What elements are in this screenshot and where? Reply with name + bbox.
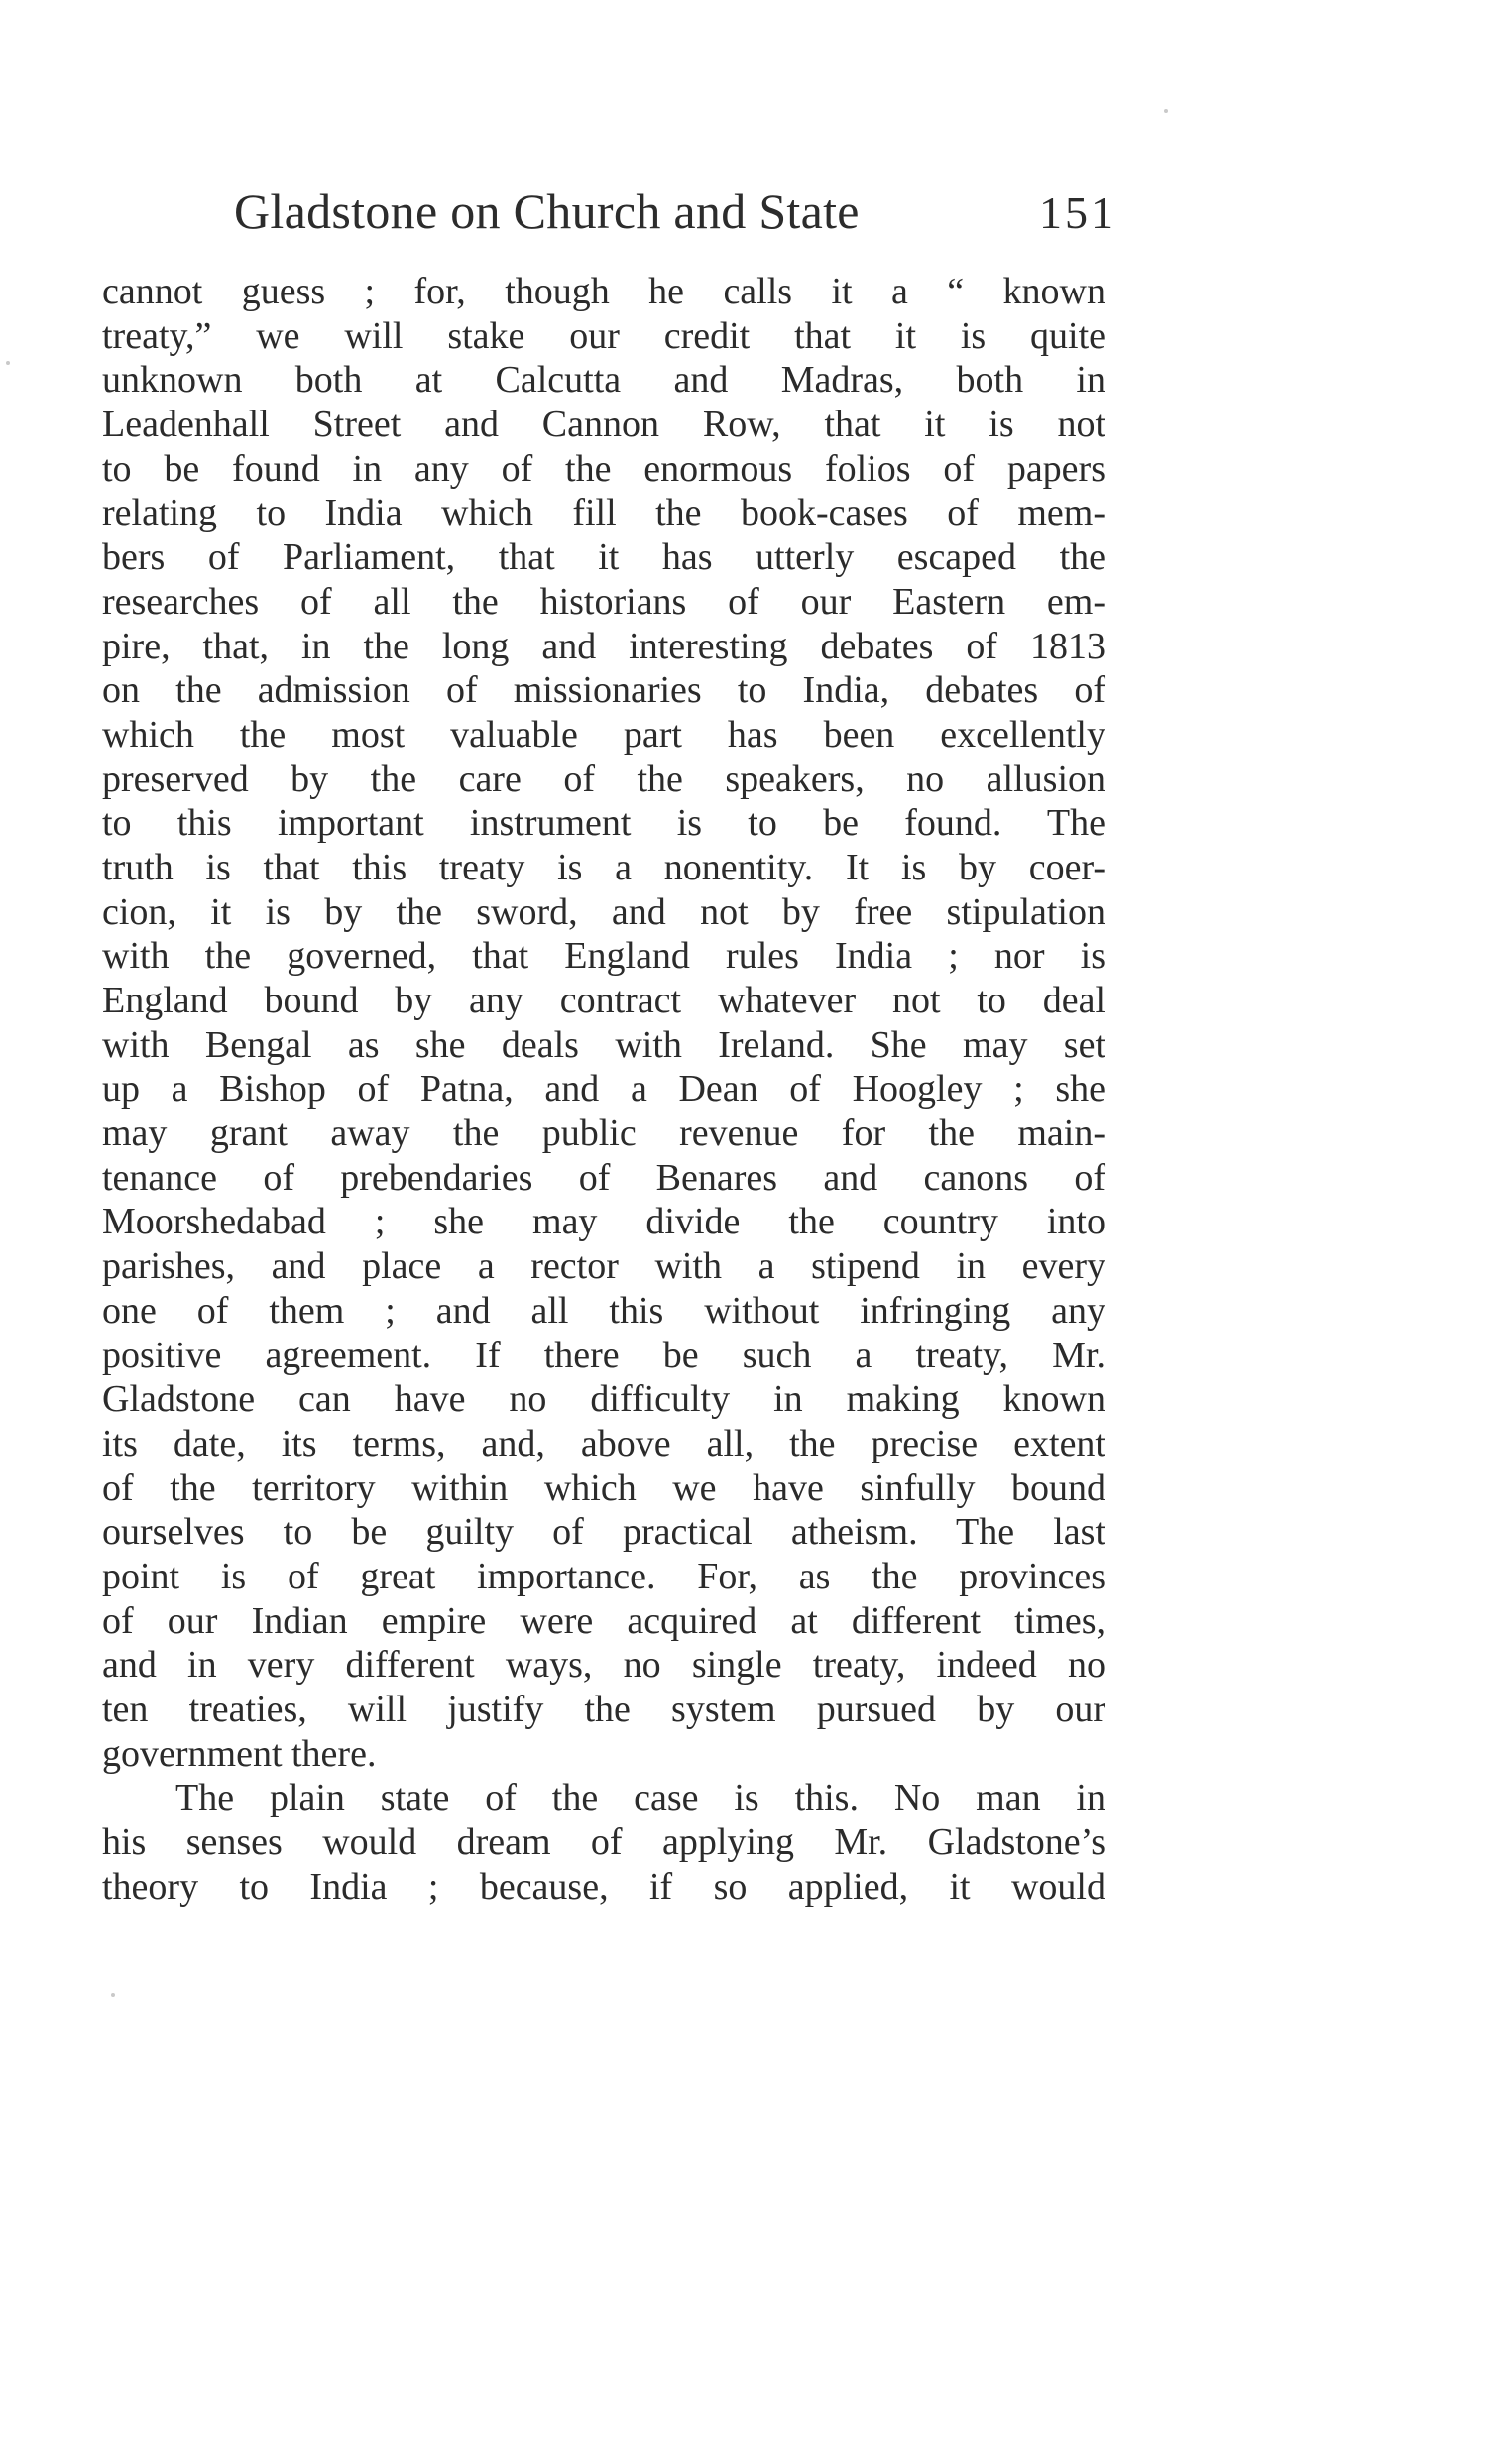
paper-speck [6,361,10,365]
text-line: cannot guess ; for, though he calls it a “ known [102,271,1105,312]
text-line: point is of great importance. For, as the provinces [102,1555,1105,1597]
text-line: with the governed, that England rules India ; nor is [102,935,1105,978]
body-text [102,270,1105,1909]
text-line: tenance of prebendaries of Benares and canons of [102,1156,1105,1199]
text-line: may grant away the public revenue for the main- [102,1112,1105,1155]
text-line: with Bengal as she deals with Ireland. She may set [102,1023,1105,1066]
text-line: parishes, and place a rector with a stipend in every [102,1245,1105,1288]
running-head [234,176,1116,246]
text-line: ourselves to be guilty of practical atheism. The last [102,1511,1105,1554]
text-line: ten treaties, will justify the system pursued by our [102,1689,1105,1730]
paper-speck [111,1993,115,1997]
running-title: Gladstone on Church and State [234,183,860,239]
text-line: bers of Parliament, that it has utterly escaped the [102,536,1105,579]
paragraph-end-line: government there. [102,1732,377,1775]
text-line: unknown both at Calcutta and Madras, both in [102,359,1105,402]
text-line: Gladstone can have no difficulty in making known [102,1378,1105,1421]
paragraph-start-line: The plain state of the case is this. No man in [175,1777,1105,1819]
text-line: on the admission of missionaries to India, debates of [102,669,1105,712]
text-line: of the territory within which we have sinfully bound [102,1466,1105,1509]
text-line: Leadenhall Street and Cannon Row, that it is not [102,404,1105,446]
text-line: treaty,” we will stake our credit that it is quite [102,314,1105,357]
text-line: and in very different ways, no single treaty, indeed no [102,1644,1105,1687]
text-line: truth is that this treaty is a nonentity. It is by coer- [102,846,1105,888]
text-line: positive agreement. If there be such a treaty, Mr. [102,1334,1105,1376]
text-line: his senses would dream of applying Mr. Gladstone’s [102,1821,1105,1864]
text-line: one of them ; and all this without infringing any [102,1289,1105,1332]
text-line: cion, it is by the sword, and not by free stipulation [102,890,1105,933]
text-line: to this important instrument is to be found. The [102,802,1105,845]
text-line: theory to India ; because, if so applied, it would [102,1865,1105,1908]
page-number: 151 [1039,187,1116,238]
text-line: England bound by any contract whatever not to deal [102,980,1105,1021]
text-line: pire, that, in the long and interesting debates of 1813 [102,625,1105,667]
text-line: Moorshedabad ; she may divide the country into [102,1201,1105,1243]
text-line: up a Bishop of Patna, and a Dean of Hoogley ; she [102,1068,1105,1111]
text-line: which the most valuable part has been excellently [102,713,1105,756]
text-line: preserved by the care of the speakers, no allusion [102,758,1105,800]
text-line: to be found in any of the enormous folios of papers [102,447,1105,490]
text-line: relating to India which fill the book-cases of mem- [102,492,1105,534]
text-line: researches of all the historians of our Eastern em- [102,580,1105,623]
text-line: of our Indian empire were acquired at different times, [102,1599,1105,1642]
paper-speck [1164,109,1168,113]
text-line: its date, its terms, and, above all, the precise extent [102,1422,1105,1464]
